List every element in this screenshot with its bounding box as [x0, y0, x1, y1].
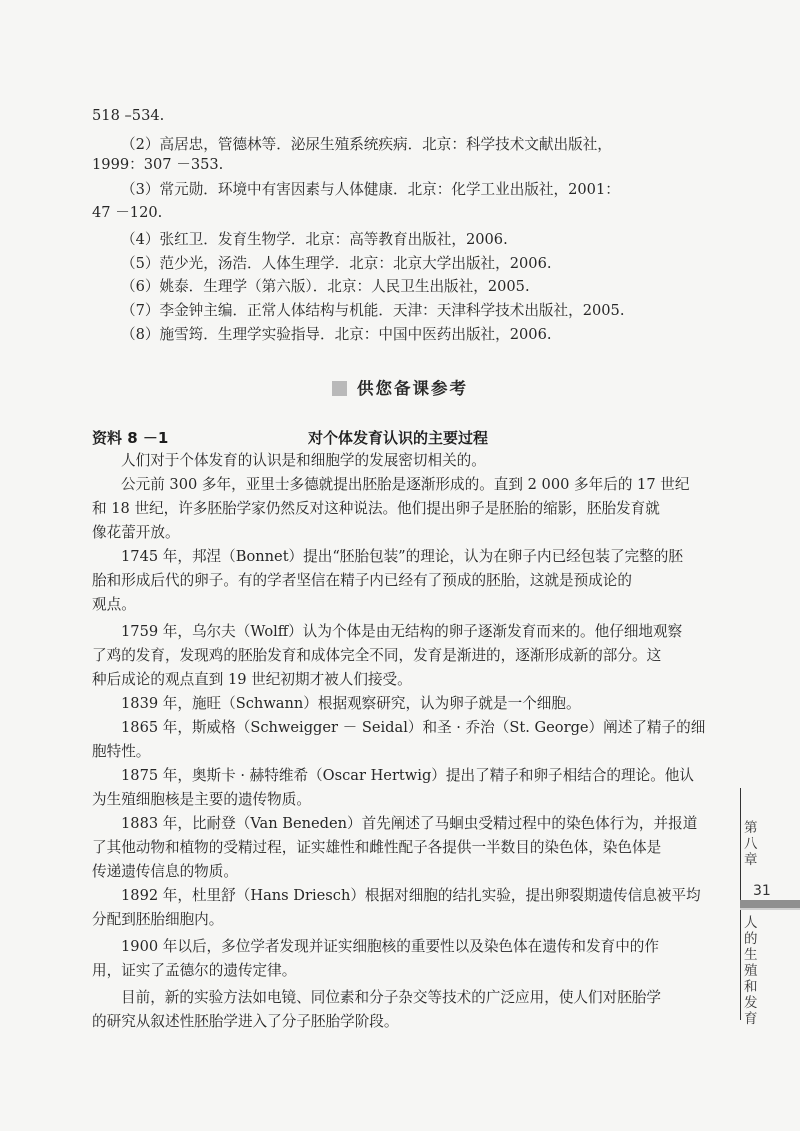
body-line: 1759 年，乌尔夫（Wolff）认为个体是由无结构的卵子逐渐发育而来的。他仔细地观察	[121, 623, 683, 640]
body-line: 观点。	[92, 596, 136, 613]
body-line: 人们对于个体发育的认识是和细胞学的发展密切相关的。	[121, 452, 486, 469]
chapter-label: 第八章	[744, 820, 758, 868]
body-line: 种后成论的观点直到 19 世纪初期才被人们接受。	[92, 671, 412, 688]
body-line: 传递遗传信息的物质。	[92, 863, 238, 880]
body-line: 了其他动物和植物的受精过程，证实雄性和雌性配子各提供一半数目的染色体，染色体是	[92, 839, 662, 856]
body-line: 目前，新的实验方法如电镜、同位素和分子杂交等技术的广泛应用，使人们对胚胎学	[121, 989, 661, 1006]
reference-line: 518 –534.	[92, 107, 165, 124]
page-number-bar-shadow	[740, 908, 800, 910]
body-line: 1892 年，杜里舒（Hans Driesch）根据对细胞的结扎实验，提出卵裂期遗传信息被平均	[121, 887, 701, 904]
section-heading-text: 供您备课参考	[357, 379, 468, 398]
body-line: 用，证实了孟德尔的遗传定律。	[92, 962, 297, 979]
body-line: 像花蕾开放。	[92, 524, 180, 541]
reference-line: （3）常元勋．环境中有害因素与人体健康．北京：化学工业出版社，2001：	[121, 181, 620, 198]
reference-line: （8）施雪筠．生理学实验指导．北京：中国中医药出版社，2006.	[121, 326, 552, 343]
material-label: 资料 8 －1	[92, 429, 169, 447]
body-line: 和 18 世纪，许多胚胎学家仍然反对这种说法。他们提出卵子是胚胎的缩影，胚胎发育就	[92, 500, 660, 517]
body-line: 了鸡的发育，发现鸡的胚胎发育和成体完全不同，发育是渐进的，逐渐形成新的部分。这	[92, 647, 662, 664]
body-line: 1745 年，邦涅（Bonnet）提出“胚胎包装”的理论，认为在卵子内已经包装了完整的胚	[121, 548, 683, 565]
reference-line: 47 －120.	[92, 204, 163, 221]
body-line: 1839 年，施旺（Schwann）根据观察研究，认为卵子就是一个细胞。	[121, 695, 581, 712]
body-line: 1865 年，斯威格（Schweigger － Seidal）和圣 · 乔治（St. George）阐述了精子的细	[121, 719, 706, 736]
section-heading	[0, 375, 800, 399]
reference-line: （2）高居忠，管德林等．泌尿生殖系统疾病．北京：科学技术文献出版社，	[121, 136, 612, 153]
material-title: 对个体发育认识的主要过程	[308, 429, 489, 447]
reference-line: 1999：307 －353.	[92, 156, 224, 173]
body-line: 公元前 300 多年，亚里士多德就提出胚胎是逐渐形成的。直到 2 000 多年后的 17 世纪	[121, 476, 690, 493]
chapter-subject: 人的生殖和发育	[744, 915, 758, 1027]
body-line: 1875 年，奥斯卡 · 赫特维希（Oscar Hertwig）提出了精子和卵子相结合的理论。他认	[121, 767, 694, 784]
body-line: 1883 年，比耐登（Van Beneden）首先阐述了马蛔虫受精过程中的染色体行为，并报道	[121, 815, 698, 832]
heading-square-icon	[332, 381, 347, 396]
body-line: 的研究从叙述性胚胎学进入了分子胚胎学阶段。	[92, 1013, 399, 1030]
reference-line: （4）张红卫．发育生物学．北京：高等教育出版社，2006.	[121, 231, 508, 248]
body-line: 1900 年以后，多位学者发现并证实细胞核的重要性以及染色体在遗传和发育中的作	[121, 938, 659, 955]
material-header	[92, 427, 712, 449]
reference-line: （6）姚泰．生理学（第六版）．北京：人民卫生出版社，2005.	[121, 278, 530, 295]
page-number: 31	[753, 883, 771, 899]
body-line: 胎和形成后代的卵子。有的学者坚信在精子内已经有了预成的胚胎，这就是预成论的	[92, 572, 632, 589]
page-number-bar	[740, 900, 800, 908]
body-line: 分配到胚胎细胞内。	[92, 911, 224, 928]
body-line: 胞特性。	[92, 743, 151, 760]
body-line: 为生殖细胞核是主要的遗传物质。	[92, 791, 311, 808]
reference-line: （5）范少光，汤浩．人体生理学．北京：北京大学出版社，2006.	[121, 255, 552, 272]
reference-line: （7）李金钟主编．正常人体结构与机能．天津：天津科学技术出版社，2005.	[121, 302, 625, 319]
